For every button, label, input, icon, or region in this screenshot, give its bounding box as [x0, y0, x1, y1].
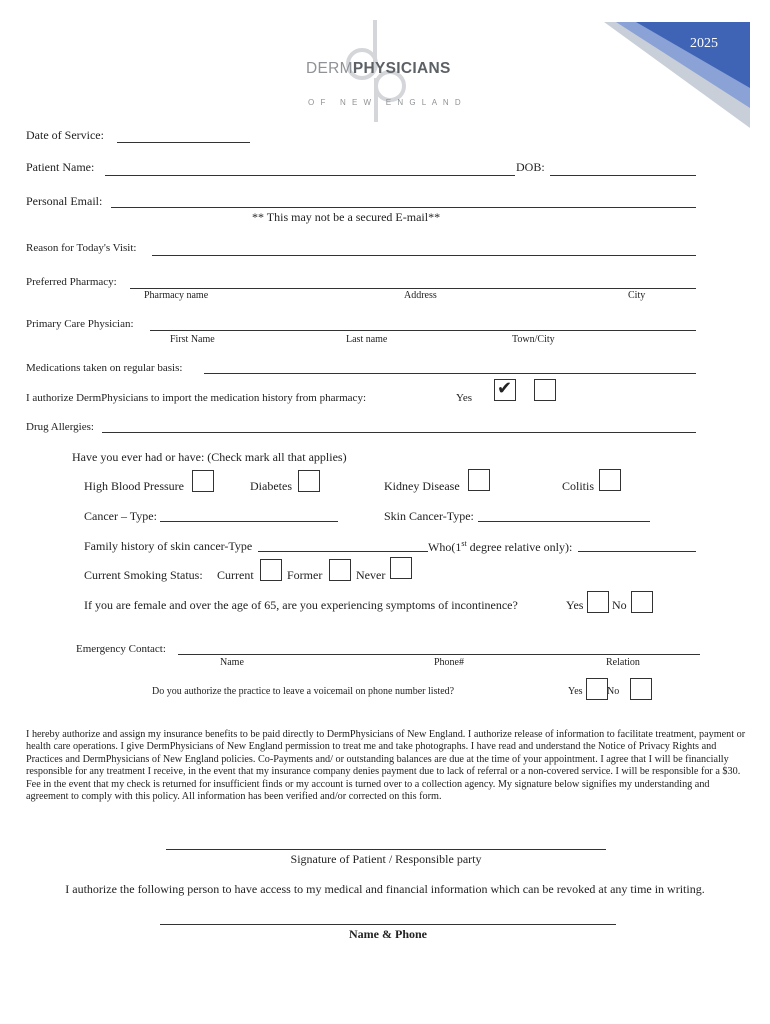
- pharmacy-label: Preferred Pharmacy:: [26, 276, 117, 288]
- pcp-first-name-sublabel: First Name: [170, 334, 215, 345]
- emergency-contact-field[interactable]: [178, 654, 700, 655]
- pcp-last-name-sublabel: Last name: [346, 334, 388, 345]
- reason-visit-field[interactable]: [152, 255, 696, 256]
- logo-physicians: PHYSICIANS: [352, 60, 451, 77]
- checkmark-icon: ✔: [497, 378, 513, 399]
- who-relative-field[interactable]: [578, 551, 696, 552]
- voicemail-yes-label: Yes: [568, 686, 583, 697]
- voicemail-yes-checkbox[interactable]: [586, 678, 608, 700]
- medications-field[interactable]: [204, 373, 696, 374]
- pcp-town-sublabel: Town/City: [512, 334, 555, 345]
- logo-wordmark: [306, 60, 451, 78]
- authorize-import-yes-checkbox[interactable]: [494, 379, 516, 401]
- pharmacy-name-sublabel: Pharmacy name: [144, 290, 209, 301]
- smoking-current-checkbox[interactable]: [260, 559, 282, 581]
- date-of-service-field[interactable]: [117, 142, 250, 143]
- date-of-service-label: Date of Service:: [26, 128, 104, 142]
- who-prefix: Who(1: [428, 540, 462, 554]
- personal-email-field[interactable]: [111, 207, 696, 208]
- skin-cancer-type-label: Skin Cancer-Type:: [384, 509, 474, 523]
- consent-paragraph: I hereby authorize and assign my insurance benefits to be paid directly to DermPhysicians of New England. I authorize release of information to facilitate treatment, payment or health care operations. I give DermPhysicians of New England permission to treat me and take photographs. I have read and understand the Notice of Privacy Rights and Practices and DermPhysicians of New England policies. Co-Payments and/ or outstanding balances are due at the time of your appointment. I agree that I will be financially responsible for any treatment I receive, in the event that my insurance company denies payment due to lack of referral or a non-covered service. I will be responsible for a $30. Fee in the event that my check is returned for insufficient finds or my account is turned over to a collection agency. My signature below signifies my understanding and agreement to comply with this policy. All information has been verified and/or corrected on this form.: [26, 729, 746, 803]
- cancer-type-field[interactable]: [160, 521, 338, 522]
- incontinence-no-checkbox[interactable]: [631, 591, 653, 613]
- logo: [300, 18, 470, 126]
- condition-kidney-disease-checkbox[interactable]: [468, 469, 490, 491]
- signature-label: Signature of Patient / Responsible party: [290, 852, 482, 866]
- medications-label: Medications taken on regular basis:: [26, 362, 183, 374]
- smoking-former-label: Former: [287, 568, 323, 582]
- who-suffix: degree relative only):: [466, 540, 573, 554]
- reason-visit-label: Reason for Today's Visit:: [26, 242, 137, 254]
- history-heading: Have you ever had or have: (Check mark all that applies): [72, 450, 347, 464]
- name-phone-field[interactable]: [160, 924, 616, 925]
- emergency-phone-sublabel: Phone#: [434, 657, 464, 668]
- name-phone-label: Name & Phone: [349, 927, 427, 941]
- condition-high-blood-pressure-label: High Blood Pressure: [84, 479, 184, 493]
- pharmacy-field[interactable]: [130, 288, 696, 289]
- dob-field[interactable]: [550, 175, 696, 176]
- voicemail-no-checkbox[interactable]: [630, 678, 652, 700]
- family-history-field[interactable]: [258, 551, 428, 552]
- personal-email-label: Personal Email:: [26, 194, 103, 208]
- drug-allergies-label: Drug Allergies:: [26, 421, 94, 433]
- smoking-never-checkbox[interactable]: [390, 557, 412, 579]
- logo-subtitle: O F N E W E N G L A N D: [308, 98, 463, 107]
- condition-diabetes-label: Diabetes: [250, 479, 292, 493]
- authorize-import-no-checkbox[interactable]: [534, 379, 556, 401]
- year-label: 2025: [690, 36, 718, 51]
- logo-derm: DERM: [306, 60, 353, 77]
- patient-name-label: Patient Name:: [26, 160, 95, 174]
- smoking-status-label: Current Smoking Status:: [84, 568, 203, 582]
- cancer-type-label: Cancer – Type:: [84, 509, 157, 523]
- smoking-current-label: Current: [217, 568, 254, 582]
- emergency-contact-label: Emergency Contact:: [76, 643, 166, 655]
- authorize-import-yes-label: Yes: [456, 392, 473, 404]
- skin-cancer-type-field[interactable]: [478, 521, 650, 522]
- signature-field[interactable]: [166, 849, 606, 850]
- condition-colitis-checkbox[interactable]: [599, 469, 621, 491]
- voicemail-question: Do you authorize the practice to leave a voicemail on phone number listed?: [152, 686, 455, 697]
- incontinence-yes-label: Yes: [566, 598, 584, 612]
- dob-label: DOB:: [516, 160, 545, 174]
- condition-high-blood-pressure-checkbox[interactable]: [192, 470, 214, 492]
- access-statement: I authorize the following person to have access to my medical and financial information which can be revoked at any time in writing.: [65, 882, 705, 896]
- smoking-former-checkbox[interactable]: [329, 559, 351, 581]
- condition-diabetes-checkbox[interactable]: [298, 470, 320, 492]
- who-relative-label: [428, 539, 572, 555]
- pharmacy-address-sublabel: Address: [404, 290, 437, 301]
- smoking-never-label: Never: [356, 568, 386, 582]
- incontinence-no-label: No: [612, 598, 627, 612]
- pcp-label: Primary Care Physician:: [26, 318, 134, 330]
- condition-colitis-label: Colitis: [562, 479, 595, 493]
- pharmacy-city-sublabel: City: [628, 290, 646, 301]
- condition-kidney-disease-label: Kidney Disease: [384, 479, 460, 493]
- emergency-relation-sublabel: Relation: [606, 657, 640, 668]
- emergency-name-sublabel: Name: [220, 657, 244, 668]
- authorize-import-label: I authorize DermPhysicians to import the medication history from pharmacy:: [26, 392, 366, 404]
- corner-banner: [596, 22, 750, 128]
- pcp-field[interactable]: [150, 330, 696, 331]
- family-history-label: Family history of skin cancer-Type: [84, 539, 253, 553]
- drug-allergies-field[interactable]: [102, 432, 696, 433]
- patient-name-field[interactable]: [105, 175, 515, 176]
- who-sup: st: [461, 539, 467, 548]
- incontinence-question: If you are female and over the age of 65, are you experiencing symptoms of incontinence?: [84, 598, 518, 612]
- voicemail-no-label: No: [607, 686, 620, 697]
- incontinence-yes-checkbox[interactable]: [587, 591, 609, 613]
- email-note: ** This may not be a secured E-mail**: [252, 210, 441, 224]
